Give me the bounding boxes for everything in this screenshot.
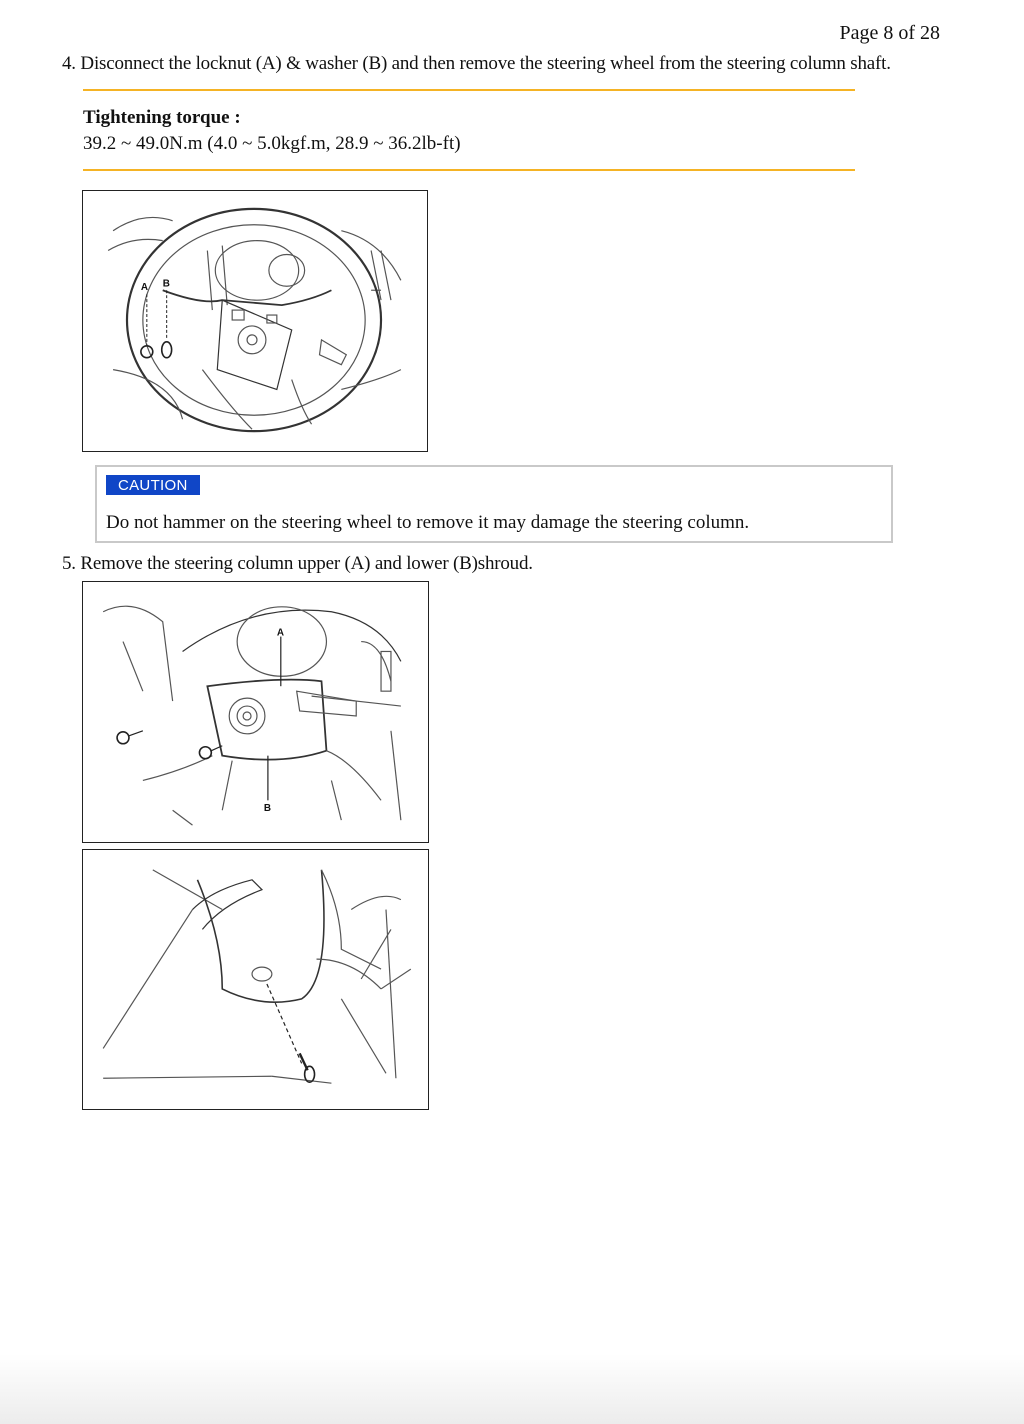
steering-wheel-illustration — [83, 191, 427, 451]
figure1-label-a: A — [140, 282, 149, 294]
step-4-number: 4. — [62, 53, 76, 74]
torque-rule-bottom — [83, 169, 855, 171]
page-bottom-shade — [0, 1354, 1024, 1424]
figure2-label-b: B — [263, 803, 272, 815]
page-number: Page 8 of 28 — [839, 22, 940, 44]
step-5-number: 5. — [62, 553, 76, 574]
torque-rule-top — [83, 89, 855, 91]
torque-label: Tightening torque : — [83, 107, 241, 128]
step-5 — [62, 553, 533, 575]
caution-box — [95, 465, 893, 543]
step-5-text: Remove the steering column upper (A) and lower (B)shroud. — [80, 553, 533, 574]
figure2-label-a: A — [276, 627, 284, 639]
column-shroud-figure — [82, 581, 429, 843]
steering-wheel-figure — [82, 190, 428, 452]
step-4-text: Disconnect the locknut (A) & washer (B) and then remove the steering wheel from the steering column shaft. — [80, 53, 891, 74]
torque-value: 39.2 ~ 49.0N.m (4.0 ~ 5.0kgf.m, 28.9 ~ 36.2lb-ft) — [83, 133, 461, 154]
step-4 — [62, 53, 891, 75]
figure1-label-b: B — [162, 278, 170, 290]
caution-text: Do not hammer on the steering wheel to remove it may damage the steering column. — [106, 512, 750, 533]
lower-shroud-screw-figure — [82, 849, 429, 1110]
column-shroud-illustration — [83, 582, 428, 842]
caution-badge: CAUTION — [106, 475, 200, 495]
lower-shroud-screw-illustration — [83, 850, 428, 1109]
